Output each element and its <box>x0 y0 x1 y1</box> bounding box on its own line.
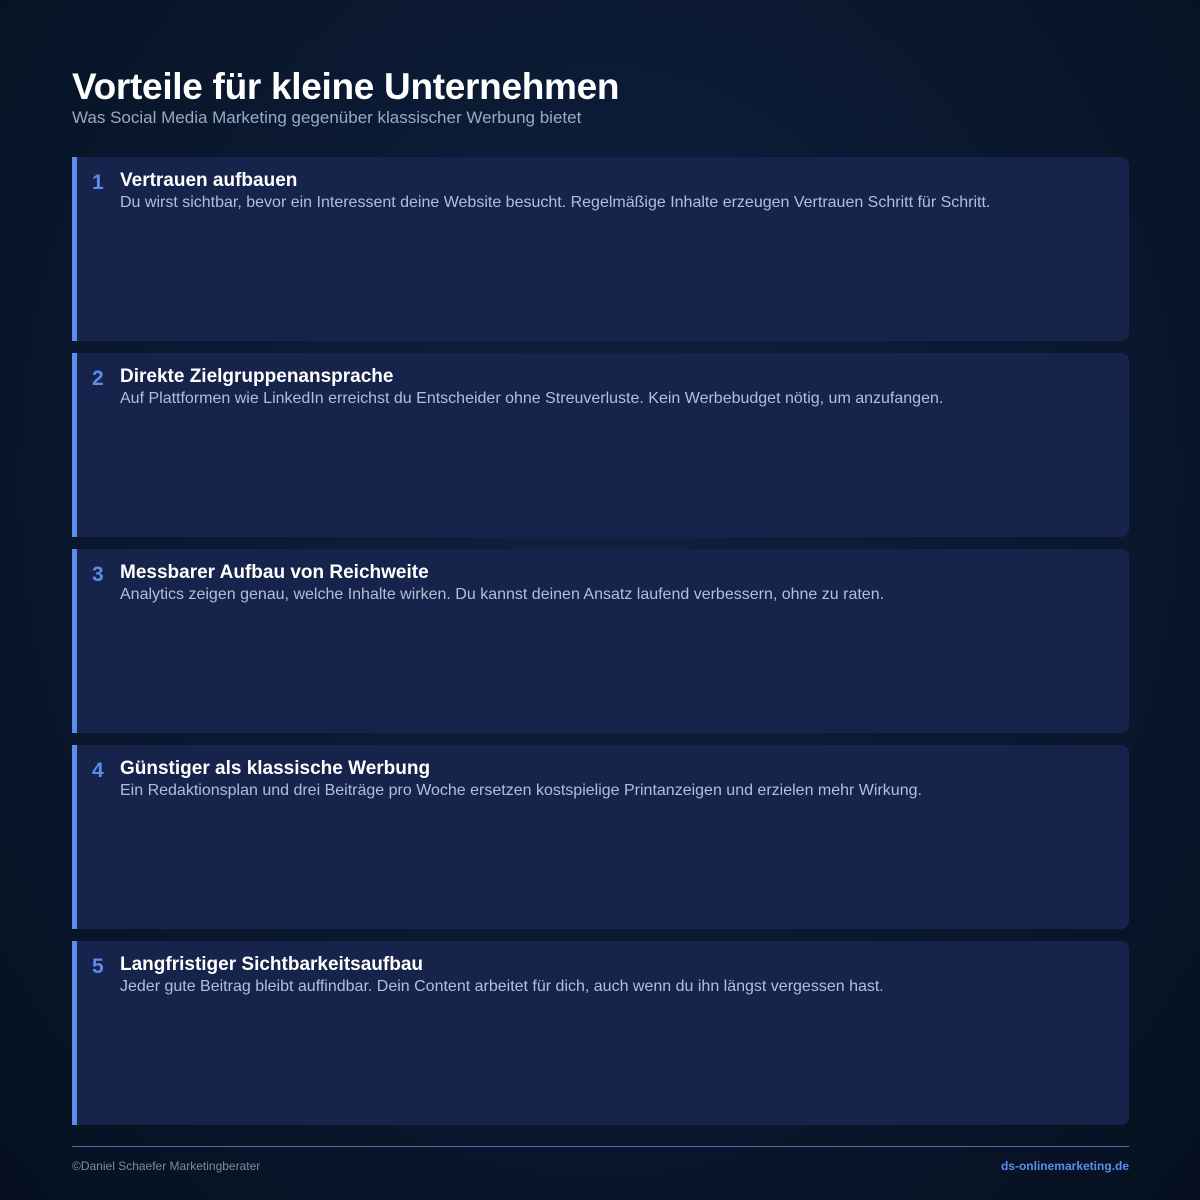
benefit-description: Auf Plattformen wie LinkedIn erreichst du Entscheider ohne Streuverluste. Kein Werbebudget nötig, um anzufangen. <box>120 390 944 407</box>
benefit-title: Langfristiger Sichtbarkeitsaufbau <box>120 954 424 975</box>
benefit-title: Günstiger als klassische Werbung <box>120 758 431 779</box>
copyright-text: ©Daniel Schaefer Marketingberater <box>72 1159 261 1173</box>
benefit-list <box>72 157 1129 1137</box>
benefit-number: 2 <box>92 367 104 390</box>
website-link[interactable]: ds-onlinemarketing.de <box>1000 1159 1129 1173</box>
benefit-card-2 <box>72 353 1129 537</box>
benefit-number: 3 <box>92 563 104 586</box>
benefit-description: Du wirst sichtbar, bevor ein Interessent deine Website besucht. Regelmäßige Inhalte erzeugen Vertrauen Schritt für Schritt. <box>120 194 991 211</box>
benefit-description: Analytics zeigen genau, welche Inhalte wirken. Du kannst deinen Ansatz laufend verbessern, ohne zu raten. <box>120 586 885 603</box>
benefit-number: 1 <box>92 171 104 194</box>
benefit-number: 4 <box>92 759 104 782</box>
benefit-description: Jeder gute Beitrag bleibt auffindbar. Dein Content arbeitet für dich, auch wenn du ihn längst vergessen hast. <box>120 978 884 995</box>
benefit-number: 5 <box>92 955 104 978</box>
benefit-card-1 <box>72 157 1129 341</box>
page-title: Vorteile für kleine Unternehmen <box>72 66 620 107</box>
page-subtitle: Was Social Media Marketing gegenüber klassischer Werbung bietet <box>72 108 582 127</box>
benefit-card-5 <box>72 941 1129 1125</box>
benefit-title: Vertrauen aufbauen <box>120 170 298 191</box>
footer-divider <box>72 1146 1129 1147</box>
benefit-card-4 <box>72 745 1129 929</box>
benefit-description: Ein Redaktionsplan und drei Beiträge pro Woche ersetzen kostspielige Printanzeigen und erzielen mehr Wirkung. <box>120 782 922 799</box>
infographic-page <box>72 0 1129 1200</box>
benefit-title: Messbarer Aufbau von Reichweite <box>120 562 429 583</box>
benefit-card-3 <box>72 549 1129 733</box>
benefit-title: Direkte Zielgruppenansprache <box>120 366 394 387</box>
